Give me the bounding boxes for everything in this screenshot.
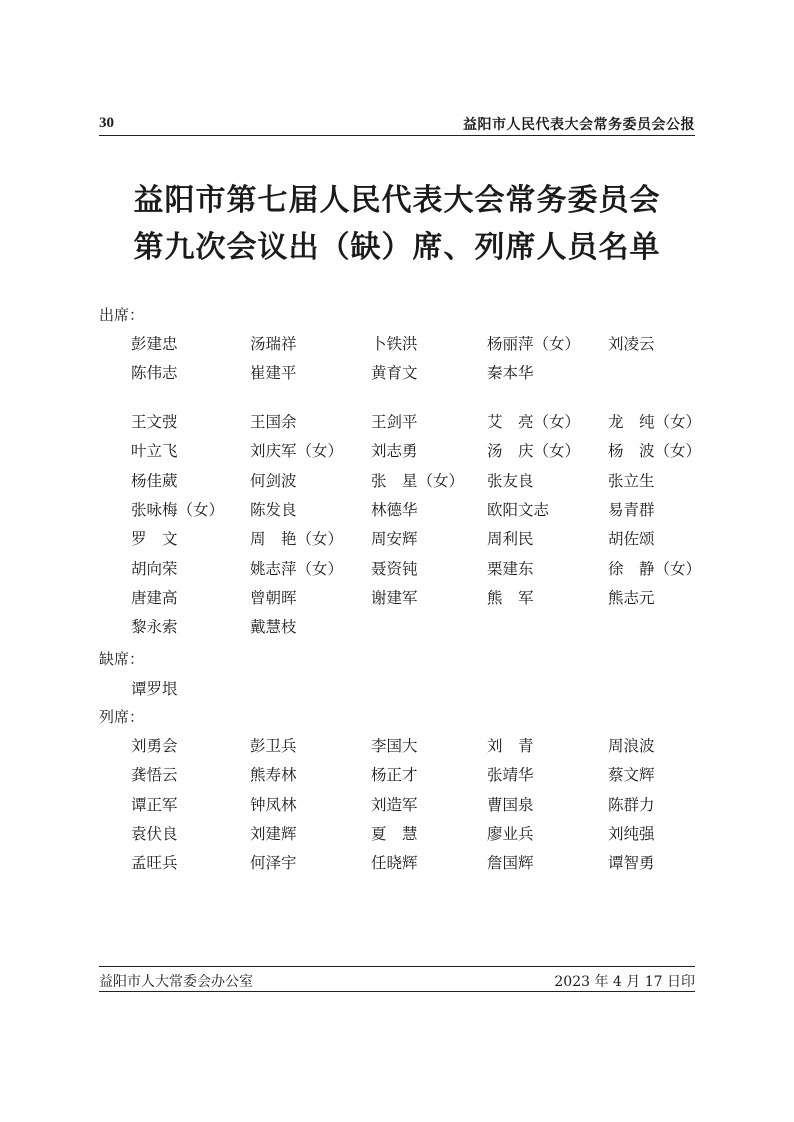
- attendee-name: 杨佳葳: [131, 471, 178, 490]
- section-label-absent: 缺席：: [99, 650, 145, 668]
- attendee-name: 叶立飞: [131, 442, 178, 461]
- page-number: 30: [99, 115, 114, 131]
- attendee-name: 聂资钝: [371, 559, 418, 578]
- observer-name: 杨正才: [371, 766, 418, 785]
- attendee-name: 杨丽萍（女）: [487, 335, 581, 353]
- attendee-name: 汤瑞祥: [250, 335, 297, 353]
- attendee-name: 周利民: [487, 530, 534, 549]
- observer-name: 谭智勇: [608, 854, 655, 873]
- attendee-name: 彭建忠: [131, 335, 178, 353]
- observer-name: 刘纯强: [608, 824, 655, 843]
- attendee-name: 戴慧枝: [250, 618, 297, 637]
- attendee-name: 王剑平: [371, 413, 418, 431]
- attendee-name: 何剑波: [250, 471, 297, 490]
- observer-name: 夏 慧: [371, 824, 418, 843]
- attendee-name: 张立生: [608, 471, 655, 490]
- attendee-name: 崔建平: [250, 364, 297, 383]
- observer-name: 彭卫兵: [250, 737, 297, 755]
- issuing-office: 益阳市人大常委会办公室: [99, 974, 253, 990]
- attendee-name: 秦本华: [487, 364, 534, 383]
- attendee-name: 谢建军: [371, 588, 418, 607]
- attendee-name: 刘庆军（女）: [250, 442, 344, 461]
- observer-name: 陈群力: [608, 795, 655, 814]
- observer-name: 袁伏良: [131, 824, 178, 843]
- document-title-line1: 益阳市第七届人民代表大会常务委员会: [133, 183, 661, 218]
- observer-name: 刘勇会: [131, 737, 178, 755]
- observer-name: 熊寿林: [250, 766, 297, 785]
- attendee-name: 栗建东: [487, 559, 534, 578]
- attendee-name: 徐 静（女）: [608, 559, 702, 578]
- attendee-name: 张咏梅（女）: [131, 500, 225, 519]
- attendee-name: 罗 文: [131, 530, 178, 549]
- attendee-name: 汤 庆（女）: [487, 442, 581, 461]
- attendee-name: 熊志元: [608, 588, 655, 607]
- attendee-name: 曾朝晖: [250, 588, 297, 607]
- section-label-attended: 出席：: [99, 306, 145, 324]
- document-title-line2: 第九次会议出（缺）席、列席人员名单: [133, 230, 661, 265]
- attendee-name: 王国余: [250, 413, 297, 431]
- observer-name: 张靖华: [487, 766, 534, 785]
- attendee-name: 欧阳文志: [487, 500, 550, 519]
- attendee-name: 胡佐颂: [608, 530, 655, 549]
- attendee-name: 陈发良: [250, 500, 297, 519]
- observer-name: 李国大: [371, 737, 418, 755]
- attendee-name: 陈伟志: [131, 364, 178, 383]
- observer-name: 蔡文辉: [608, 766, 655, 785]
- page-header: [99, 113, 695, 136]
- attendee-name: 周 艳（女）: [250, 530, 344, 549]
- attendee-name: 刘凌云: [608, 335, 655, 353]
- observer-name: 孟旺兵: [131, 854, 178, 873]
- attendee-name: 黎永索: [131, 618, 178, 637]
- attendee-name: 艾 亮（女）: [487, 413, 581, 431]
- observer-name: 刘 青: [487, 737, 534, 755]
- attendee-name: 张友良: [487, 471, 534, 490]
- attendee-name: 刘志勇: [371, 442, 418, 461]
- attendee-name: 熊 军: [487, 588, 534, 607]
- observer-name: 刘建辉: [250, 824, 297, 843]
- observer-name: 曹国泉: [487, 795, 534, 814]
- attendee-name: 杨 波（女）: [608, 442, 702, 461]
- attendee-name: 易青群: [608, 500, 655, 519]
- attendee-name: 林德华: [371, 500, 418, 519]
- observer-name: 廖业兵: [487, 824, 534, 843]
- observer-name: 周浪波: [608, 737, 655, 755]
- absentee-name: 谭罗垠: [131, 680, 178, 698]
- observer-name: 钟凤林: [250, 795, 297, 814]
- attendee-name: 姚志萍（女）: [250, 559, 344, 578]
- attendee-name: 王文弢: [131, 413, 178, 431]
- attendee-name: 唐建高: [131, 588, 178, 607]
- attendee-name: 周安辉: [371, 530, 418, 549]
- observer-name: 詹国辉: [487, 854, 534, 873]
- section-label-observers: 列席：: [99, 708, 145, 726]
- page-footer: [99, 966, 695, 992]
- attendee-name: 张 星（女）: [371, 471, 465, 490]
- observer-name: 何泽宇: [250, 854, 297, 873]
- attendee-name: 黄育文: [371, 364, 418, 383]
- observer-name: 龚悟云: [131, 766, 178, 785]
- observer-name: 任晓辉: [371, 854, 418, 873]
- observer-name: 刘造军: [371, 795, 418, 814]
- observer-name: 谭正军: [131, 795, 178, 814]
- attendee-name: 龙 纯（女）: [608, 413, 702, 431]
- attendee-name: 胡向荣: [131, 559, 178, 578]
- attendee-name: 卜铁洪: [371, 335, 418, 353]
- print-date: 2023 年 4 月 17 日印: [554, 974, 695, 990]
- publication-title: 益阳市人民代表大会常务委员会公报: [463, 117, 695, 133]
